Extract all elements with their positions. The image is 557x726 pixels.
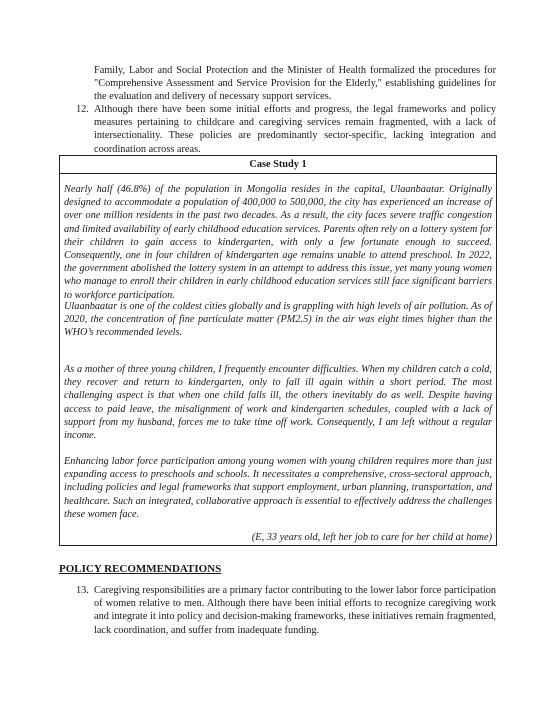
item-13-number: 13. (76, 585, 89, 596)
case-study-attribution: (E, 33 years old, left her job to care for her child at home) (251, 532, 492, 543)
item-12-number: 12. (76, 104, 89, 115)
case-study-paragraph-1: Nearly half (46.8%) of the population in Mongolia resides in the capital, Ulaanbaatar. Originally designed to accommodate a population of 400,000 to 500,000, the city has experienced an increase of over one million residents in the past two decades. As a result, the city faces severe traffic congestion and limited availability of early childhood education services. Parents often rely on a lottery system for their children to gain access to kindergarten, with only a few fortunate enough to succeed. Consequently, one in four children of kindergarten age remains unable to attend preschool. In 2022, the government abolished the lottery system in an attempt to address this issue, yet many young women who manage to enroll their children in early childhood education services still face significant barriers to workforce participation. (64, 184, 492, 301)
item-12-paragraph: Although there have been some initial efforts and progress, the legal frameworks and policy measures pertaining to childcare and caregiving services remain fragmented, with a lack of intersectionality. These policies are predominantly sector-specific, lacking integration and coordination across areas. (94, 104, 496, 155)
case-study-title: Case Study 1 (60, 156, 496, 174)
intro-paragraph: Family, Labor and Social Protection and the Minister of Health formalized the procedures for "Comprehensive Assessment and Service Provision for the Elderly," establishing guidelines for the evaluation and delivery of necessary support services. (94, 65, 496, 103)
case-study-paragraph-4: Enhancing labor force participation among young women with young children requires more than just expanding access to preschools and schools. It necessitates a comprehensive, cross-sectoral approach, including policies and legal frameworks that support employment, urban planning, transportation, and healthcare. Such an integrated, collaborative approach is essential to effectively address the challenges these women face. (64, 456, 492, 520)
case-study-paragraph-2: Ulaanbaatar is one of the coldest cities globally and is grappling with high levels of air pollution. As of 2020, the concentration of fine particulate matter (PM2.5) in the air was eight times higher than the WHO’s recommended levels. (64, 301, 492, 339)
item-13-paragraph: Caregiving responsibilities are a primary factor contributing to the lower labor force participation of women relative to men. Although there have been initial efforts to recognize caregiving work and integrate it into policy and decision-making frameworks, these initiatives remain fragmented, lack coordination, and suffer from inadequate funding. (94, 585, 496, 636)
case-study-paragraph-3: As a mother of three young children, I frequently encounter difficulties. When my children catch a cold, they recover and return to kindergarten, only to fall ill again within a short period. The most challenging aspect is that when one child falls ill, the others inevitably do as well. Despite having access to paid leave, the misalignment of work and kindergarten schedules, coupled with a lack of support from my husband, forces me to take time off work. Consequently, I am left without a regular income. (64, 364, 492, 442)
case-study-box (59, 155, 497, 546)
policy-recommendations-heading: POLICY RECOMMENDATIONS (59, 563, 222, 575)
